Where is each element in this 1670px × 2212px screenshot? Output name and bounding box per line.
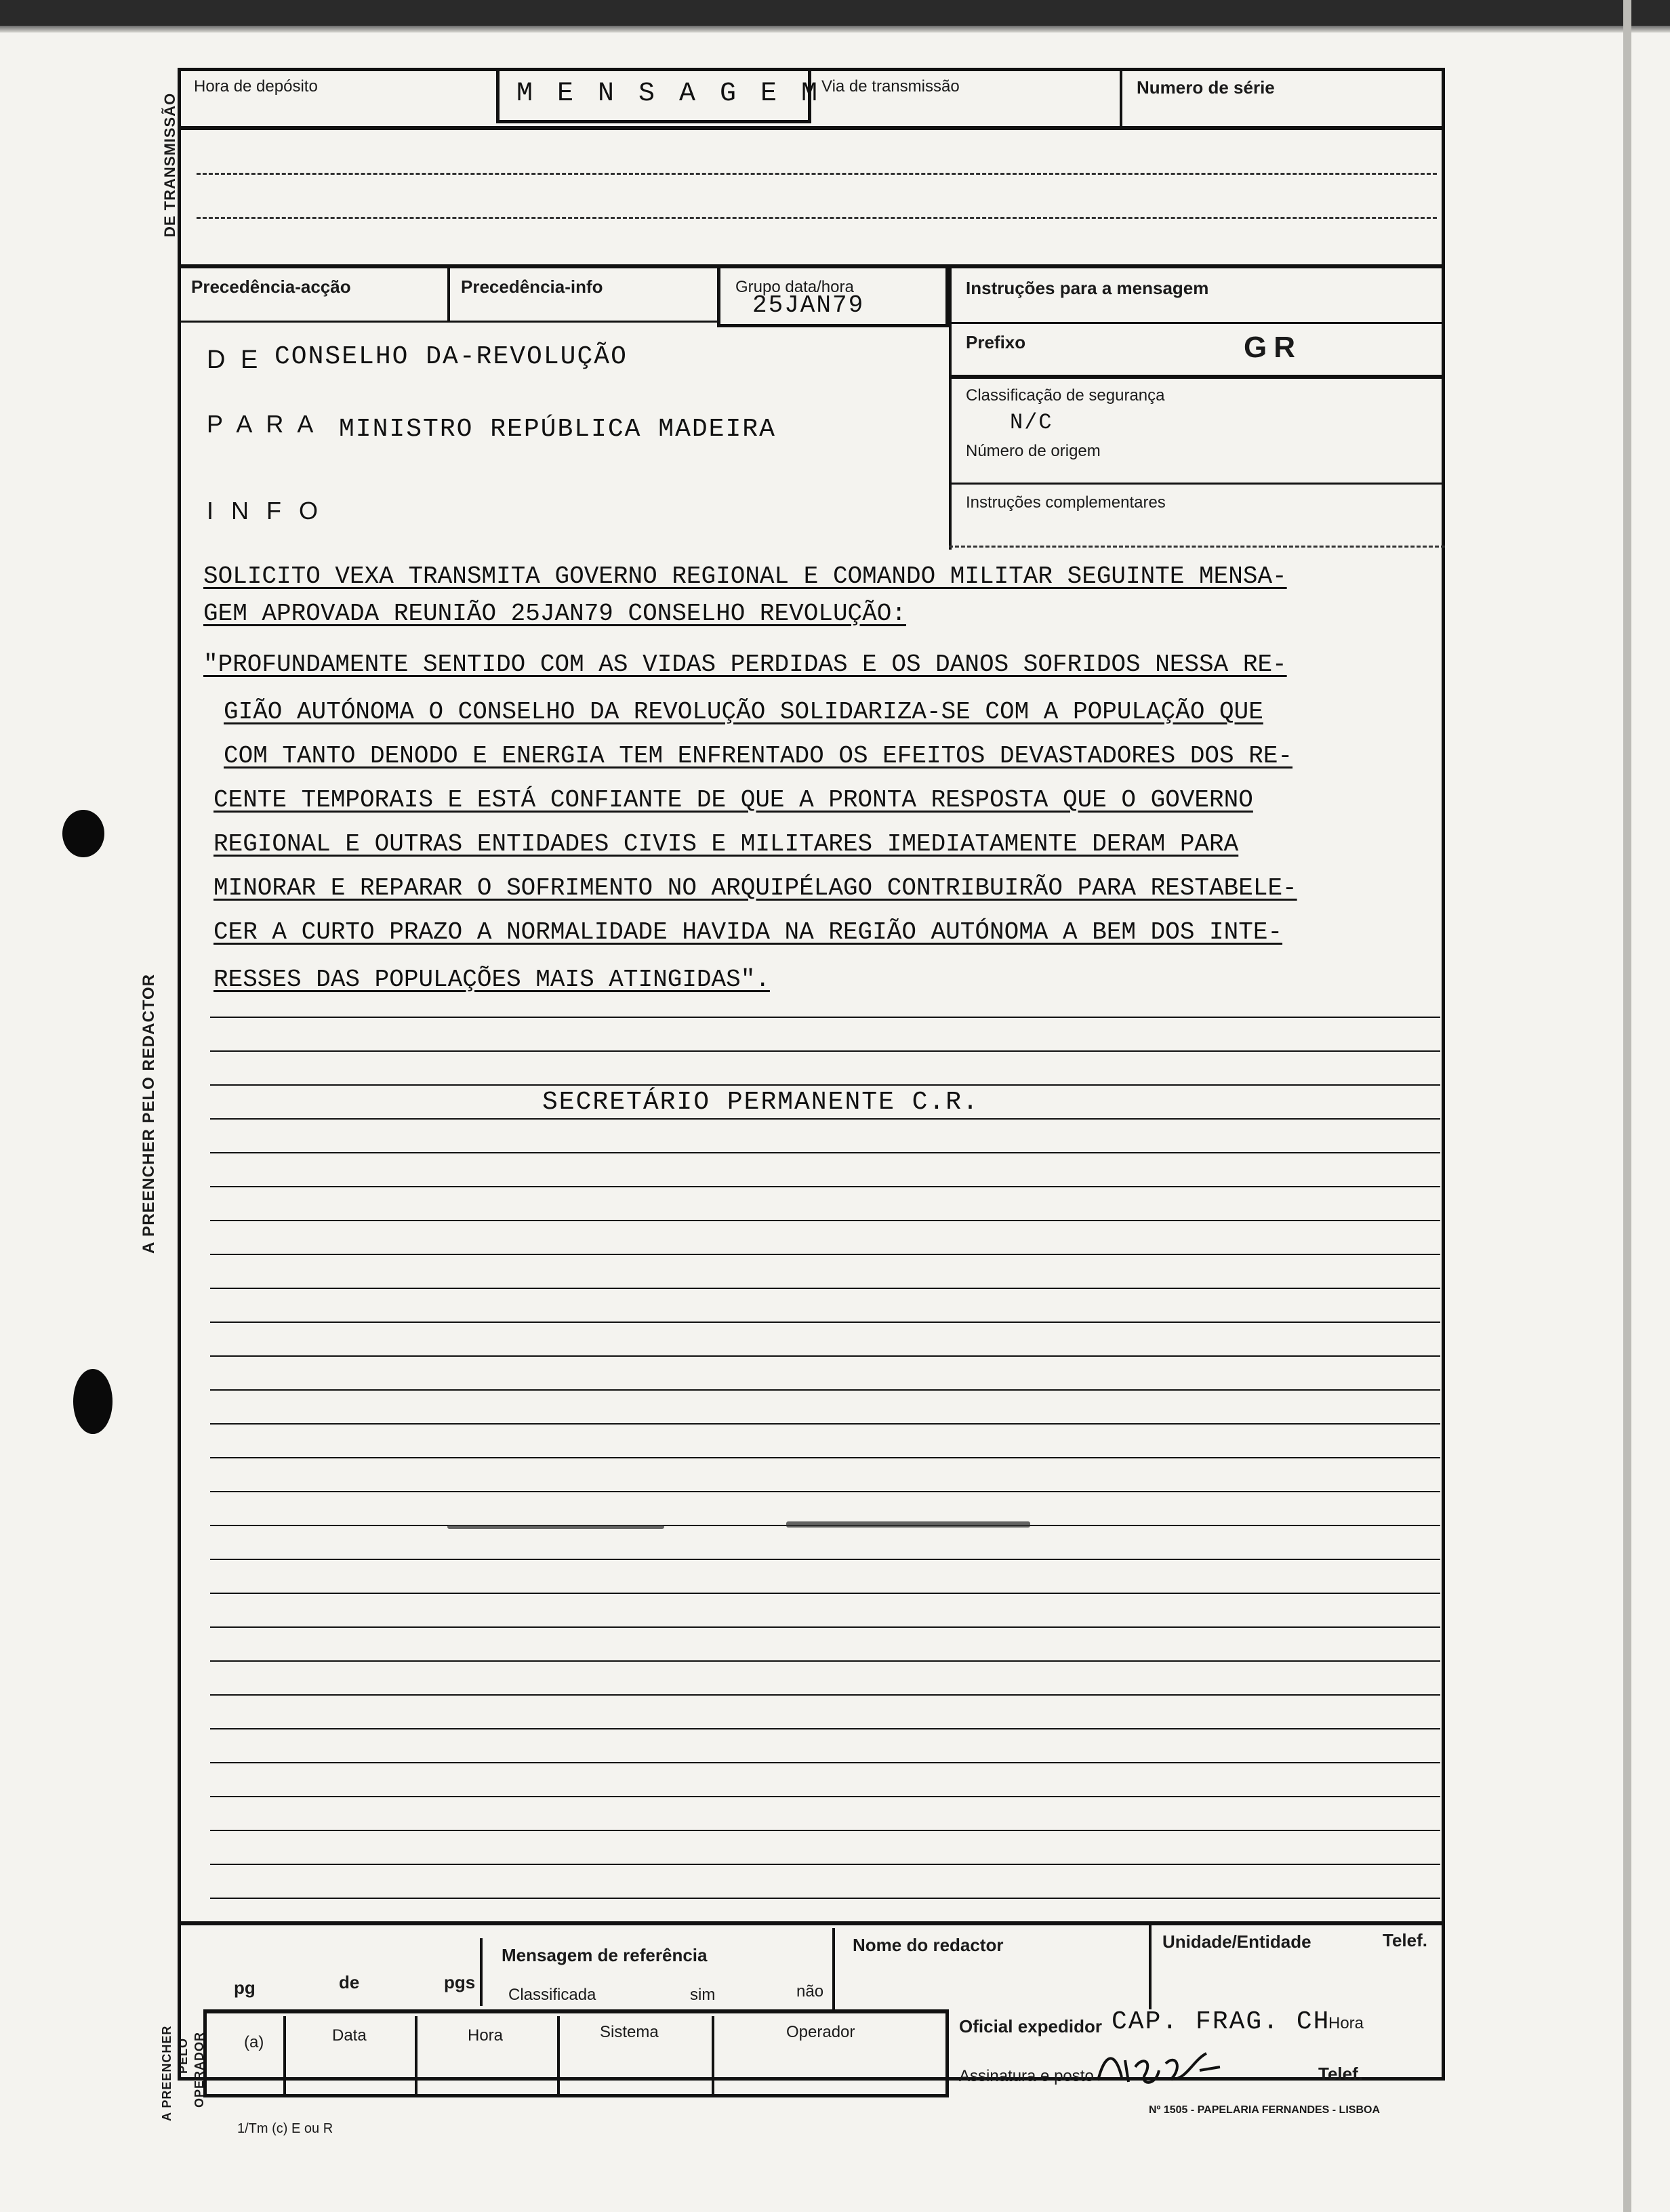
label-assinatura: Assinatura e posto xyxy=(959,2067,1094,2085)
body-line: "PROFUNDAMENTE SENTIDO COM AS VIDAS PERDIDAS E OS DANOS SOFRIDOS NESSA RE- xyxy=(203,651,1287,678)
ruled-line xyxy=(210,1118,1440,1120)
instr-rule-4 xyxy=(949,546,1445,548)
ruled-line xyxy=(210,1389,1440,1391)
label-pgs: pgs xyxy=(444,1972,476,1992)
label-classificada: Classificada xyxy=(508,1986,596,2004)
label-instrucoes: Instruções para a mensagem xyxy=(966,278,1209,298)
label-telef: Telef. xyxy=(1383,1930,1427,1950)
label-hora-deposito: Hora de depósito xyxy=(194,77,318,96)
divider xyxy=(1120,68,1122,126)
instr-column-divider xyxy=(949,266,952,550)
ruled-line xyxy=(210,1796,1440,1797)
form-code: 1/Tm (c) E ou R xyxy=(237,2121,333,2136)
signature-line: SECRETÁRIO PERMANENTE C.R. xyxy=(542,1088,979,1117)
de-label: D E xyxy=(207,346,262,374)
printer-mark: Nº 1505 - PAPELARIA FERNANDES - LISBOA xyxy=(1149,2104,1380,2116)
oficial-value: CAP. FRAG. CH xyxy=(1112,2007,1330,2036)
punch-hole-bottom xyxy=(73,1369,113,1434)
label-nao: não xyxy=(796,1982,824,2001)
label-oficial-expedidor: Oficial expedidor xyxy=(959,2016,1102,2036)
side-label-operador-2: PELO xyxy=(176,2037,190,2074)
trans-line-1 xyxy=(197,173,1437,175)
body-line: RESSES DAS POPULAÇÕES MAIS ATINGIDAS". xyxy=(213,966,770,994)
body-line: REGIONAL E OUTRAS ENTIDADES CIVIS E MILITARES IMEDIATAMENTE DERAM PARA xyxy=(213,830,1239,858)
label-instrucoes-complementares: Instruções complementares xyxy=(966,493,1166,512)
body-line: SOLICITO VEXA TRANSMITA GOVERNO REGIONAL E COMANDO MILITAR SEGUINTE MENSA- xyxy=(203,562,1287,590)
label-data: Data xyxy=(332,2026,367,2045)
label-grupo-data-hora: Grupo data/hora xyxy=(735,278,854,296)
label-precedencia-info: Precedência-info xyxy=(461,276,603,297)
footer-top-rule xyxy=(178,1921,1445,1925)
divider xyxy=(480,1938,483,2006)
para-label: P A R A xyxy=(207,410,318,438)
info-label: I N F O xyxy=(207,497,323,525)
handwritten-signature xyxy=(1091,2040,1227,2094)
grupo-value: 25JAN79 xyxy=(752,291,865,319)
instr-rule-1 xyxy=(949,322,1445,324)
label-sistema: Sistema xyxy=(600,2023,659,2041)
body-line: CER A CURTO PRAZO A NORMALIDADE HAVIDA NA REGIÃO AUTÓNOMA A BEM DOS INTE- xyxy=(213,918,1283,946)
ruled-line xyxy=(210,1762,1440,1763)
body-line: COM TANTO DENODO E ENERGIA TEM ENFRENTADO OS EFEITOS DEVASTADORES DOS RE- xyxy=(224,742,1293,770)
ruled-line xyxy=(210,1423,1440,1425)
label-prefixo: Prefixo xyxy=(966,332,1026,352)
ruled-line xyxy=(210,1084,1440,1086)
ink-smudge xyxy=(786,1521,1030,1528)
label-numero-serie: Numero de série xyxy=(1137,77,1275,98)
label-via-transmissao: Via de transmissão xyxy=(821,77,960,96)
routing-header-rule xyxy=(178,321,717,323)
ruled-line xyxy=(210,1152,1440,1153)
divider xyxy=(447,266,450,321)
divider xyxy=(415,2016,418,2097)
ruled-line xyxy=(210,1220,1440,1221)
label-nome-redactor: Nome do redactor xyxy=(853,1935,1004,1955)
label-sim: sim xyxy=(690,1986,716,2004)
label-numero-origem: Número de origem xyxy=(966,442,1101,460)
side-label-operador-3: OPERADOR xyxy=(192,2031,206,2108)
instr-rule-2 xyxy=(949,375,1445,379)
side-label-transmissao: DE TRANSMISSÃO xyxy=(161,92,178,237)
ruled-line xyxy=(210,1017,1440,1018)
para-value: MINISTRO REPÚBLICA MADEIRA xyxy=(339,415,776,444)
label-col-a: (a) xyxy=(244,2033,264,2051)
body-line: CENTE TEMPORAIS E ESTÁ CONFIANTE DE QUE A PRONTA RESPOSTA QUE O GOVERNO xyxy=(213,786,1253,814)
ruled-line xyxy=(210,1593,1440,1594)
ruled-line xyxy=(210,1322,1440,1323)
body-line: MINORAR E REPARAR O SOFRIMENTO NO ARQUIPÉLAGO CONTRIBUIRÃO PARA RESTABELE- xyxy=(213,874,1297,902)
label-unidade-entidade: Unidade/Entidade xyxy=(1162,1931,1311,1952)
instr-rule-3 xyxy=(949,483,1445,485)
divider xyxy=(1149,1925,1152,2009)
ruled-line xyxy=(210,1626,1440,1628)
scan-right-edge xyxy=(1623,0,1631,2212)
ruled-line xyxy=(210,1694,1440,1696)
label-pg: pg xyxy=(234,1978,256,1998)
divider xyxy=(557,2016,560,2097)
label-classificacao: Classificação de segurança xyxy=(966,386,1165,405)
side-label-redactor: A PREENCHER PELO REDACTOR xyxy=(140,973,158,1254)
ruled-line xyxy=(210,1728,1440,1729)
ruled-line xyxy=(210,1491,1440,1492)
trans-line-2 xyxy=(197,217,1437,219)
ruled-line xyxy=(210,1660,1440,1662)
punch-hole-top xyxy=(62,810,104,857)
ruled-line xyxy=(210,1254,1440,1255)
de-value: CONSELHO DA-REVOLUÇÃO xyxy=(274,342,628,371)
ruled-line xyxy=(210,1830,1440,1831)
header-bottom-rule xyxy=(178,126,1445,130)
ink-smudge xyxy=(447,1525,664,1529)
signature-scrawl xyxy=(1091,2040,1227,2094)
scan-top-band xyxy=(0,0,1670,26)
divider xyxy=(712,2016,714,2097)
ruled-line xyxy=(210,1898,1440,1899)
scan-top-shadow xyxy=(0,26,1670,33)
body-line: GIÃO AUTÓNOMA O CONSELHO DA REVOLUÇÃO SOLIDARIZA-SE COM A POPULAÇÃO QUE xyxy=(224,698,1263,726)
label-de: de xyxy=(339,1972,360,1992)
ruled-line xyxy=(210,1050,1440,1052)
ruled-line xyxy=(210,1355,1440,1357)
label-telef-footer: Telef. xyxy=(1318,2064,1363,2084)
body-line: GEM APROVADA REUNIÃO 25JAN79 CONSELHO REVOLUÇÃO: xyxy=(203,600,906,628)
label-precedencia-accao: Precedência-acção xyxy=(191,276,351,297)
ruled-line xyxy=(210,1288,1440,1289)
label-hora-col: Hora xyxy=(468,2026,504,2045)
divider xyxy=(283,2016,286,2097)
label-mensagem-referencia: Mensagem de referência xyxy=(502,1945,708,1965)
side-label-operador-1: A PREENCHER xyxy=(160,2025,174,2121)
mensagem-stamp: M E N S A G E M xyxy=(516,79,822,109)
classificacao-value: N/C xyxy=(1010,410,1053,435)
label-hora-footer: Hora xyxy=(1328,2014,1364,2032)
ruled-line xyxy=(210,1864,1440,1865)
header-row xyxy=(178,68,1445,129)
ruled-line xyxy=(210,1457,1440,1458)
divider xyxy=(832,1928,835,2009)
prefixo-value: GR xyxy=(1244,331,1302,364)
ruled-line xyxy=(210,1559,1440,1560)
ruled-line xyxy=(210,1186,1440,1187)
label-operador: Operador xyxy=(786,2023,855,2041)
